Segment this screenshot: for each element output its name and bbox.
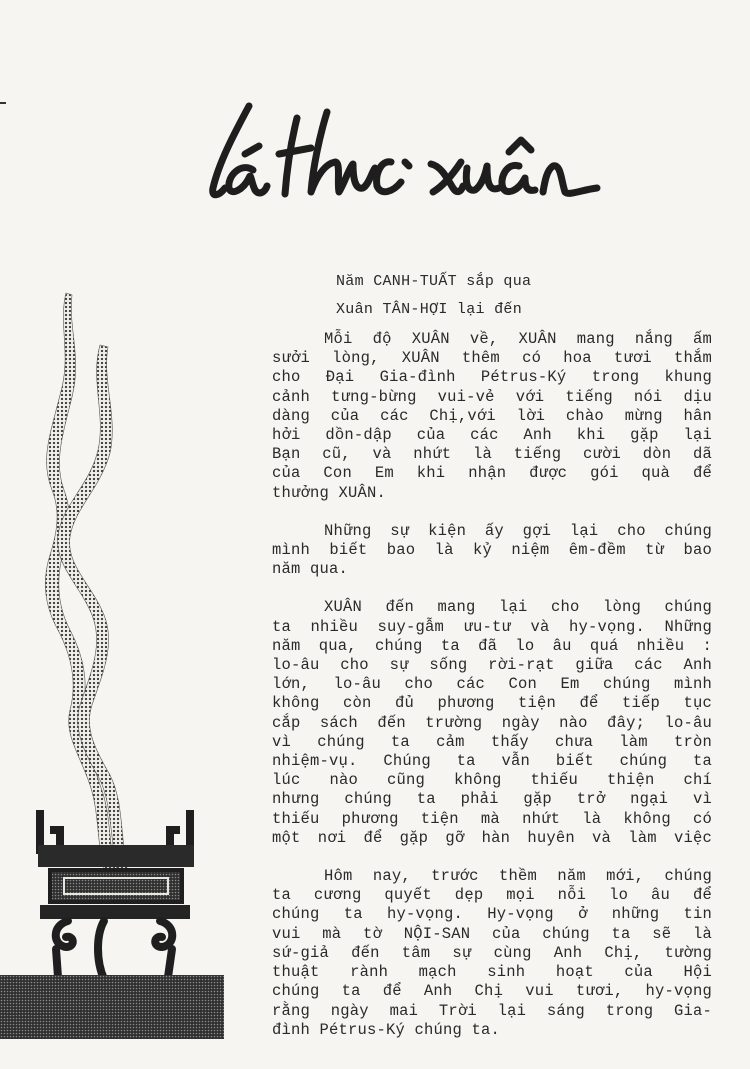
text-line: dàng của các Chị,với lời chào mừng hân [272,406,712,425]
text-line: thưởng XUÂN. [272,483,387,502]
paragraph [272,598,712,848]
text-line: của Con Em khi nhận được gói quà để [272,464,712,483]
text-line: lo-âu cho sự sống rời-rạt giữa các Anh [272,656,712,675]
text-line: cho Đại Gia-đình Pétrus-Ký trong khung [272,368,712,387]
text-line: lớn, lo-âu cho các Con Em chúng mình [272,675,712,694]
text-line: mình biết bao là kỷ niệm êm-đềm từ bao [272,541,712,560]
incense-smoke-icon [0,285,240,1069]
intro-line: Năm CANH-TUẤT sắp qua [336,273,532,290]
intro-line: Xuân TÂN-HỢI lại đến [336,301,523,318]
text-line: hởi dồn-dập của các Anh khi gặp lại [272,426,712,445]
text-line: sưởi lòng, XUÂN thêm có hoa tươi thắm [272,349,712,368]
text-line: một nơi để gặp gỡ hàn huyên và làm việc [272,828,712,847]
text-line: không còn đủ phương tiện để tiếp tục [272,694,712,713]
text-line: Bạn cũ, và nhứt là tiếng cười dòn dã [272,445,712,464]
text-line: Hôm nay, trước thềm năm mới, chúng [324,867,712,886]
text-line: cảnh tưng-bừng vui-vẻ với tiếng nói dịu [272,387,712,406]
text-line: năm qua, chúng ta đã lo âu quá nhiều : [272,636,712,655]
text-line: XUÂN đến mang lại cho lòng chúng [324,598,712,617]
text-line: lúc nào cũng không thiếu thiện chí [272,771,712,790]
handwritten-title-icon [205,92,605,222]
letter-body [272,330,712,1059]
text-line: chúng ta hy-vọng. Hy-vọng ở những tin [272,905,712,924]
text-line: ta nhiều suy-gẫm ưu-tư và hy-vọng. Những [272,617,712,636]
text-line: thiếu phương tiện mà nhứt là không có [272,809,712,828]
text-line: vì chúng ta cảm thấy chưa làm tròn [272,732,712,751]
text-line: nhiệm-vụ. Chúng ta vẫn biết chúng ta [272,752,712,771]
paragraph [272,867,712,1040]
page-edge-mark [0,102,6,104]
text-line: Mỗi độ XUÂN về, XUÂN mang nắng ấm [324,330,712,348]
text-line: năm qua. [272,560,349,579]
text-line: cắp sách đến trường ngày nào đây; lo-âu [272,713,712,732]
text-line: thuật rành mạch sinh hoạt của Hội [272,963,712,982]
text-line: Những sự kiện ấy gợi lại cho chúng [324,521,712,540]
paragraph [272,330,712,503]
paragraph [272,522,712,580]
text-line: đình Pétrus-Ký chúng ta. [272,1020,501,1039]
intro-block [336,268,531,324]
text-line: vui mà tờ NỘI-SAN của chúng ta sẽ là [272,924,712,943]
text-line: rằng ngày mai Trời lại sáng trong Gia- [272,1001,712,1020]
text-line: chúng ta để Anh Chị vui tươi, hy-vọng [272,982,712,1001]
text-line: ta cương quyết dẹp mọi nỗi lo âu để [272,886,712,905]
page-title [205,92,605,222]
text-line: sứ-giả đến tâm sự cùng Anh Chị, tường [272,943,712,962]
incense-burner-illustration [0,285,240,1069]
text-line: nhưng chúng ta phải gặp trở ngại vì [272,790,712,809]
